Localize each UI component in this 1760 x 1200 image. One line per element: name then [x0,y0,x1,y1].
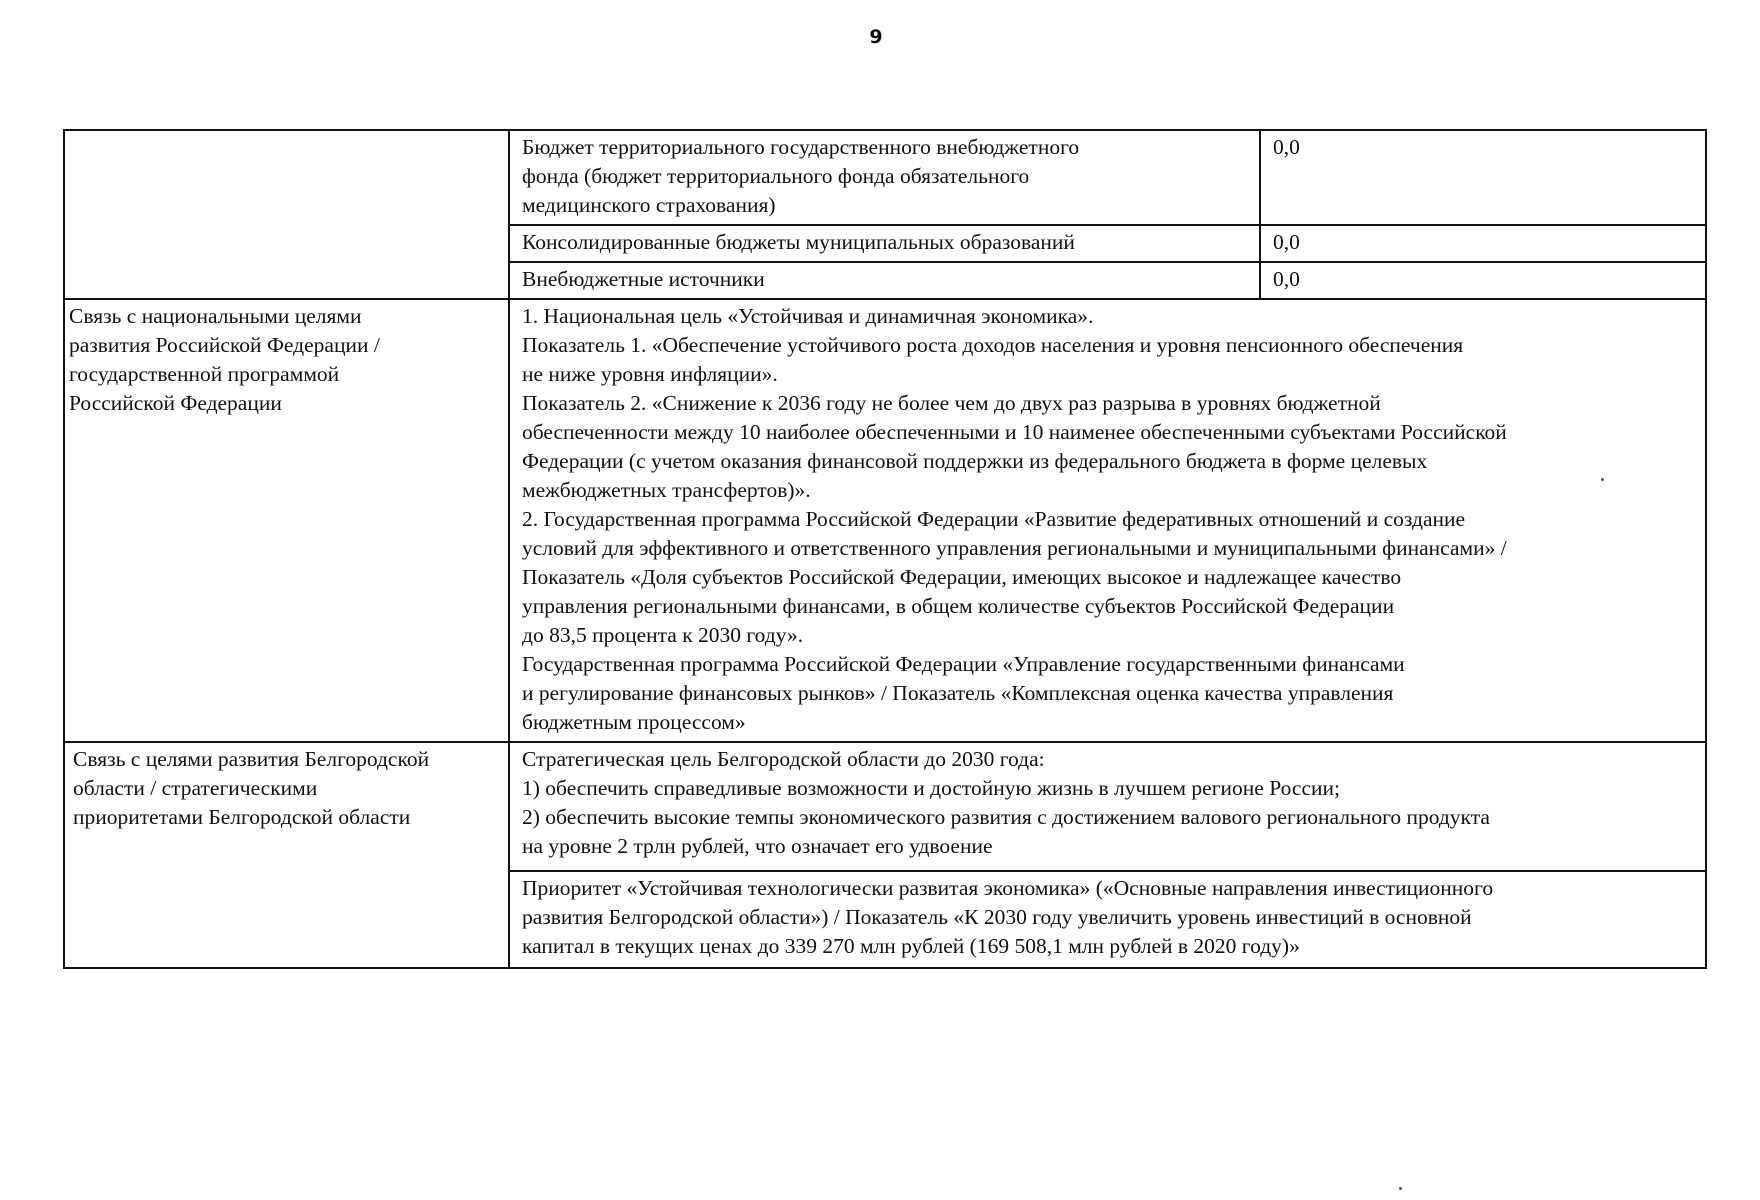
national-goals-line: Государственная программа Российской Федерации «Управление государственными финансами [522,652,1405,676]
page-number: 9 [869,26,883,48]
empty-label-cell [64,130,509,299]
regional-goals-label-line: Связь с целями развития Белгородской [73,747,430,771]
funding-value: 0,0 [1273,230,1300,254]
strategic-goal-line: 1) обеспечить справедливые возможности и достойную жизнь в лучшем регионе России; [522,776,1340,800]
table-row [64,130,1706,225]
priority-line: развития Белгородской области») / Показатель «К 2030 году увеличить уровень инвестиций в основной [522,905,1472,929]
funding-source-line: фонда (бюджет территориального фонда обязательного [522,164,1030,188]
funding-value: 0,0 [1273,267,1300,291]
national-goals-content-cell [509,299,1706,742]
regional-goals-label-cell [64,742,509,968]
funding-value-cell [1260,262,1706,299]
national-goals-label-line: Российской Федерации [69,391,282,415]
strategic-goal-line: Стратегическая цель Белгородской области до 2030 года: [522,747,1045,771]
priority-line: капитал в текущих ценах до 339 270 млн рублей (169 508,1 млн рублей в 2020 году)» [522,934,1300,958]
strategic-goal-line: на уровне 2 трлн рублей, что означает его удвоение [522,834,993,858]
strategic-goal-cell [509,742,1706,871]
national-goals-line: 1. Национальная цель «Устойчивая и динамичная экономика». [522,304,1094,328]
funding-source-cell [509,225,1260,262]
priority-line: Приоритет «Устойчивая технологически развитая экономика» («Основные направления инвестиционного [522,876,1494,900]
scan-speck [1601,478,1604,481]
national-goals-label-line: государственной программой [69,362,340,386]
national-goals-line: бюджетным процессом» [522,710,746,734]
national-goals-line: Показатель 1. «Обеспечение устойчивого роста доходов населения и уровня пенсионного обеспечения [522,333,1464,357]
national-goals-line: межбюджетных трансфертов)». [522,478,811,502]
regional-goals-label-line: приоритетами Белгородской области [73,805,411,829]
funding-source-line: Внебюджетные источники [522,267,765,291]
national-goals-line: Показатель «Доля субъектов Российской Федерации, имеющих высокое и надлежащее качество [522,565,1402,589]
table-row [64,299,1706,742]
passport-table [63,129,1707,969]
funding-source-cell [509,262,1260,299]
national-goals-label-cell [64,299,509,742]
national-goals-line: Федерации (с учетом оказания финансовой поддержки из федерального бюджета в форме целевых [522,449,1428,473]
national-goals-line: 2. Государственная программа Российской Федерации «Развитие федеративных отношений и создание [522,507,1466,531]
national-goals-line: обеспеченности между 10 наиболее обеспеченными и 10 наименее обеспеченными субъектами Российской [522,420,1507,444]
funding-source-cell [509,130,1260,225]
scan-speck [1399,1187,1402,1190]
strategic-goal-line: 2) обеспечить высокие темпы экономического развития с достижением валового регионального продукта [522,805,1490,829]
funding-value-cell [1260,130,1706,225]
national-goals-line: и регулирование финансовых рынков» / Показатель «Комплексная оценка качества управления [522,681,1394,705]
national-goals-label-line: развития Российской Федерации / [69,333,380,357]
priority-cell [509,871,1706,968]
national-goals-line: не ниже уровня инфляции». [522,362,778,386]
national-goals-line: Показатель 2. «Снижение к 2036 году не более чем до двух раз разрыва в уровнях бюджетной [522,391,1381,415]
funding-value: 0,0 [1273,135,1300,159]
funding-source-line: Бюджет территориального государственного внебюджетного [522,135,1080,159]
national-goals-line: до 83,5 процента к 2030 году». [522,623,804,647]
funding-value-cell [1260,225,1706,262]
national-goals-line: управления региональными финансами, в общем количестве субъектов Российской Федерации [522,594,1395,618]
funding-source-line: медицинского страхования) [522,193,776,217]
funding-source-line: Консолидированные бюджеты муниципальных образований [522,230,1075,254]
national-goals-line: условий для эффективного и ответственного управления региональными и муниципальными финансами» / [522,536,1507,560]
regional-goals-label-line: области / стратегическими [73,776,318,800]
national-goals-label-line: Связь с национальными целями [69,304,362,328]
table-row [64,742,1706,871]
